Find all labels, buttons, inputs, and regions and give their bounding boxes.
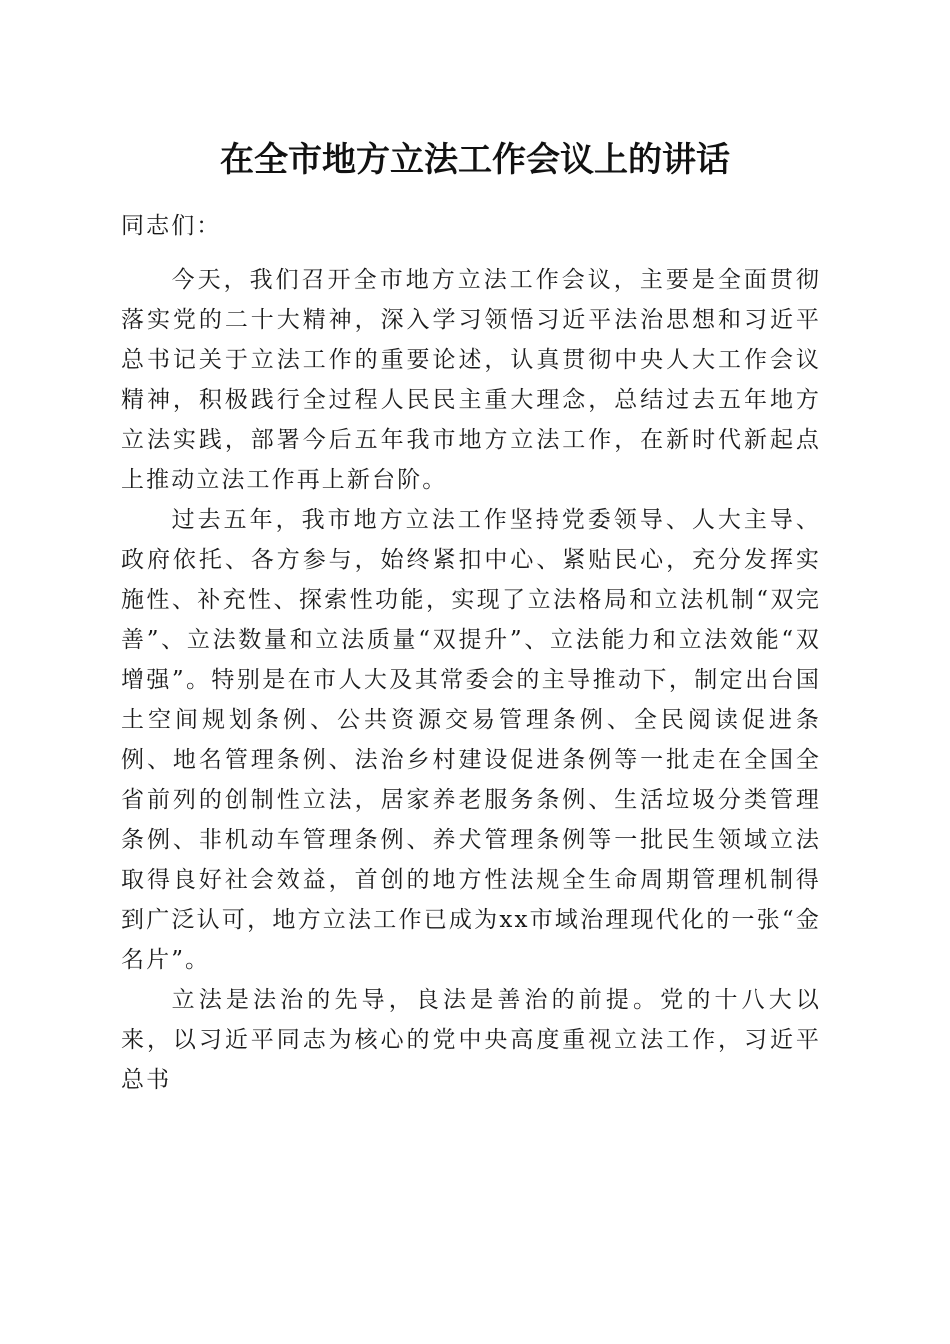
paragraph-1: 今天，我们召开全市地方立法工作会议，主要是全面贯彻落实党的二十大精神，深入学习领悟习近平法治思想和习近平总书记关于立法工作的重要论述，认真贯彻中央人大工作会议精神，积极践行全过程人民民主重大理念，总结过去五年地方立法实践，部署今后五年我市地方立法工作，在新时代新起点上推动立法工作再上新台阶。: [121, 267, 821, 493]
salutation: 同志们：: [121, 213, 222, 239]
paragraph-2: 过去五年，我市地方立法工作坚持党委领导、人大主导、政府依托、各方参与，始终紧扣中心、紧贴民心，充分发挥实施性、补充性、探索性功能，实现了立法格局和立法机制“双完善”、立法数量和立法质量“双提升”、立法能力和立法效能“双增强”。特别是在市人大及其常委会的主导推动下，制定出台国土空间规划条例、公共资源交易管理条例、全民阅读促进条例、地名管理条例、法治乡村建设促进条例等一批走在全国全省前列的创制性立法，居家养老服务条例、生活垃圾分类管理条例、非机动车管理条例、养犬管理条例等一批民生领域立法取得良好社会效益，首创的地方性法规全生命周期管理机制得到广泛认可，地方立法工作已成为xx市域治理现代化的一张“金名片”。: [121, 507, 821, 973]
document-title: 在全市地方立法工作会议上的讲话: [220, 140, 730, 180]
paragraph-3: 立法是法治的先导，良法是善治的前提。党的十八大以来，以习近平同志为核心的党中央高度重视立法工作，习近平总书: [121, 987, 821, 1093]
document-body: [121, 206, 821, 1100]
